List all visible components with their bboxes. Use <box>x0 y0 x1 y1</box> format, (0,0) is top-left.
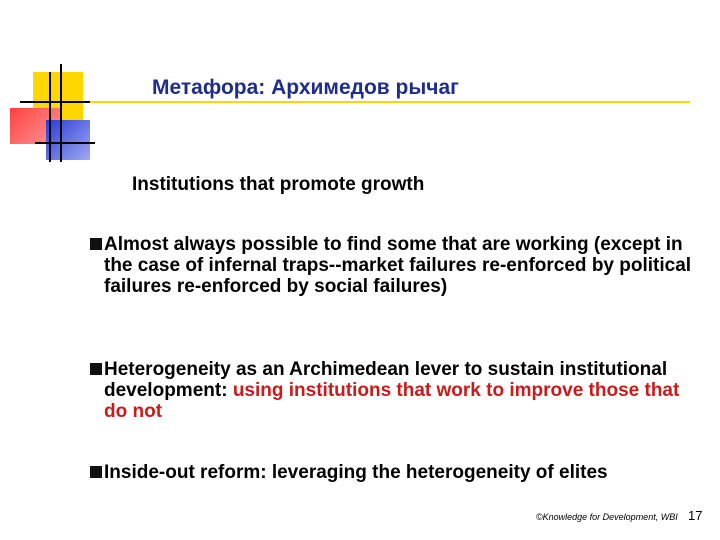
square-bullet-icon <box>90 238 102 250</box>
decor-blue-square <box>46 120 90 160</box>
bullet-item <box>104 234 700 297</box>
decor-line <box>60 64 62 162</box>
square-bullet-icon <box>90 363 102 375</box>
title-underline <box>20 101 690 103</box>
bullet-item <box>104 462 700 483</box>
bullet-item <box>104 359 700 422</box>
decor-line <box>20 101 90 103</box>
slide-title: Метафора: Архимедов рычаг <box>152 76 459 99</box>
page-number: 17 <box>688 508 703 523</box>
decor-line <box>49 72 51 162</box>
bullet-text: Almost always possible to find some that are working (except in the case of infernal traps--market failures re-enforced by political failures re-enforced by social failures) <box>104 234 692 297</box>
decor-line <box>35 142 95 144</box>
bullet-text: Heterogeneity as an Archimedean lever to sustain institutional development: <box>104 359 668 401</box>
bullet-highlight: using institutions that work to improve those that do not <box>104 380 680 422</box>
bullet-text: Inside-out reform: leveraging the heterogeneity of elites <box>104 462 608 483</box>
slide-subtitle: Institutions that promote growth <box>132 174 425 195</box>
square-bullet-icon <box>90 466 102 478</box>
footer-credit: ©Knowledge for Development, WBI <box>536 512 678 522</box>
